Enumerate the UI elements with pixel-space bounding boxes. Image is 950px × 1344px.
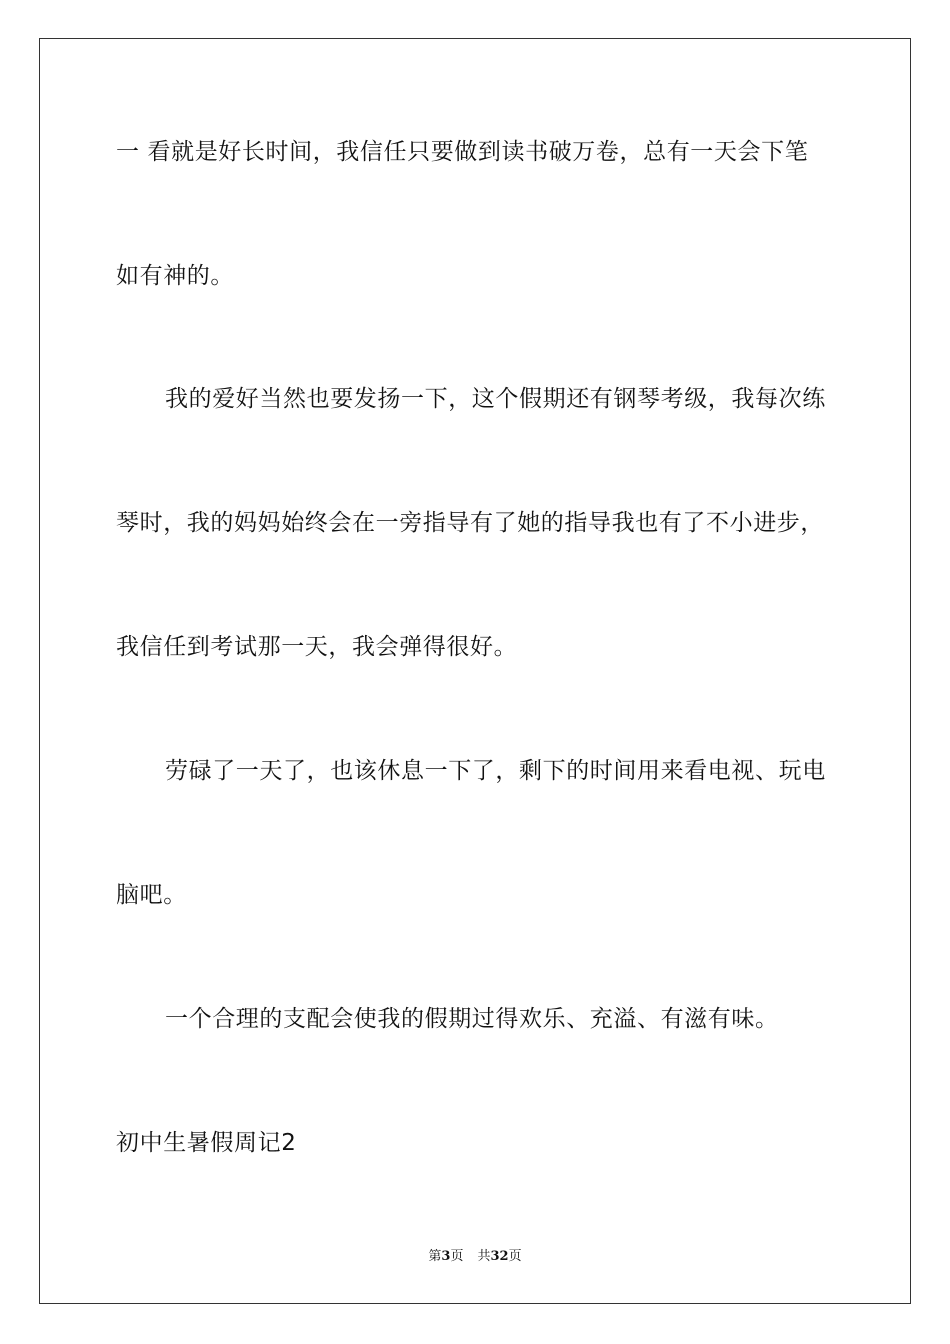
text-line-8: 一个合理的支配会使我的假期过得欢乐、充溢、有滋有味。 — [165, 1006, 779, 1032]
footer-page-prefix: 第 — [428, 1249, 442, 1264]
text-line-7: 脑吧。 — [116, 882, 187, 908]
text-line-3: 我的爱好当然也要发扬一下，这个假期还有钢琴考级，我每次练 — [165, 386, 826, 412]
text-line-2: 如有神的。 — [116, 263, 234, 289]
page-footer — [0, 1248, 950, 1266]
text-line-5: 我信任到考试那一天，我会弹得很好。 — [116, 634, 518, 660]
text-line-1: 一 看就是好长时间，我信任只要做到读书破万卷，总有一天会下笔 — [116, 139, 809, 165]
footer-total-prefix: 共 — [477, 1249, 491, 1264]
footer-page-number: 3 — [441, 1249, 451, 1264]
section-heading: 初中生暑假周记2 — [116, 1130, 297, 1156]
footer-total-suffix: 页 — [508, 1249, 522, 1264]
footer-page-suffix: 页 — [450, 1249, 464, 1264]
text-line-6: 劳碌了一天了，也该休息一下了，剩下的时间用来看电视、玩电 — [165, 758, 826, 784]
text-line-4: 琴时，我的妈妈始终会在一旁指导有了她的指导我也有了不小进步， — [116, 510, 824, 536]
footer-total-number: 32 — [490, 1249, 509, 1264]
page-border — [39, 38, 911, 1304]
